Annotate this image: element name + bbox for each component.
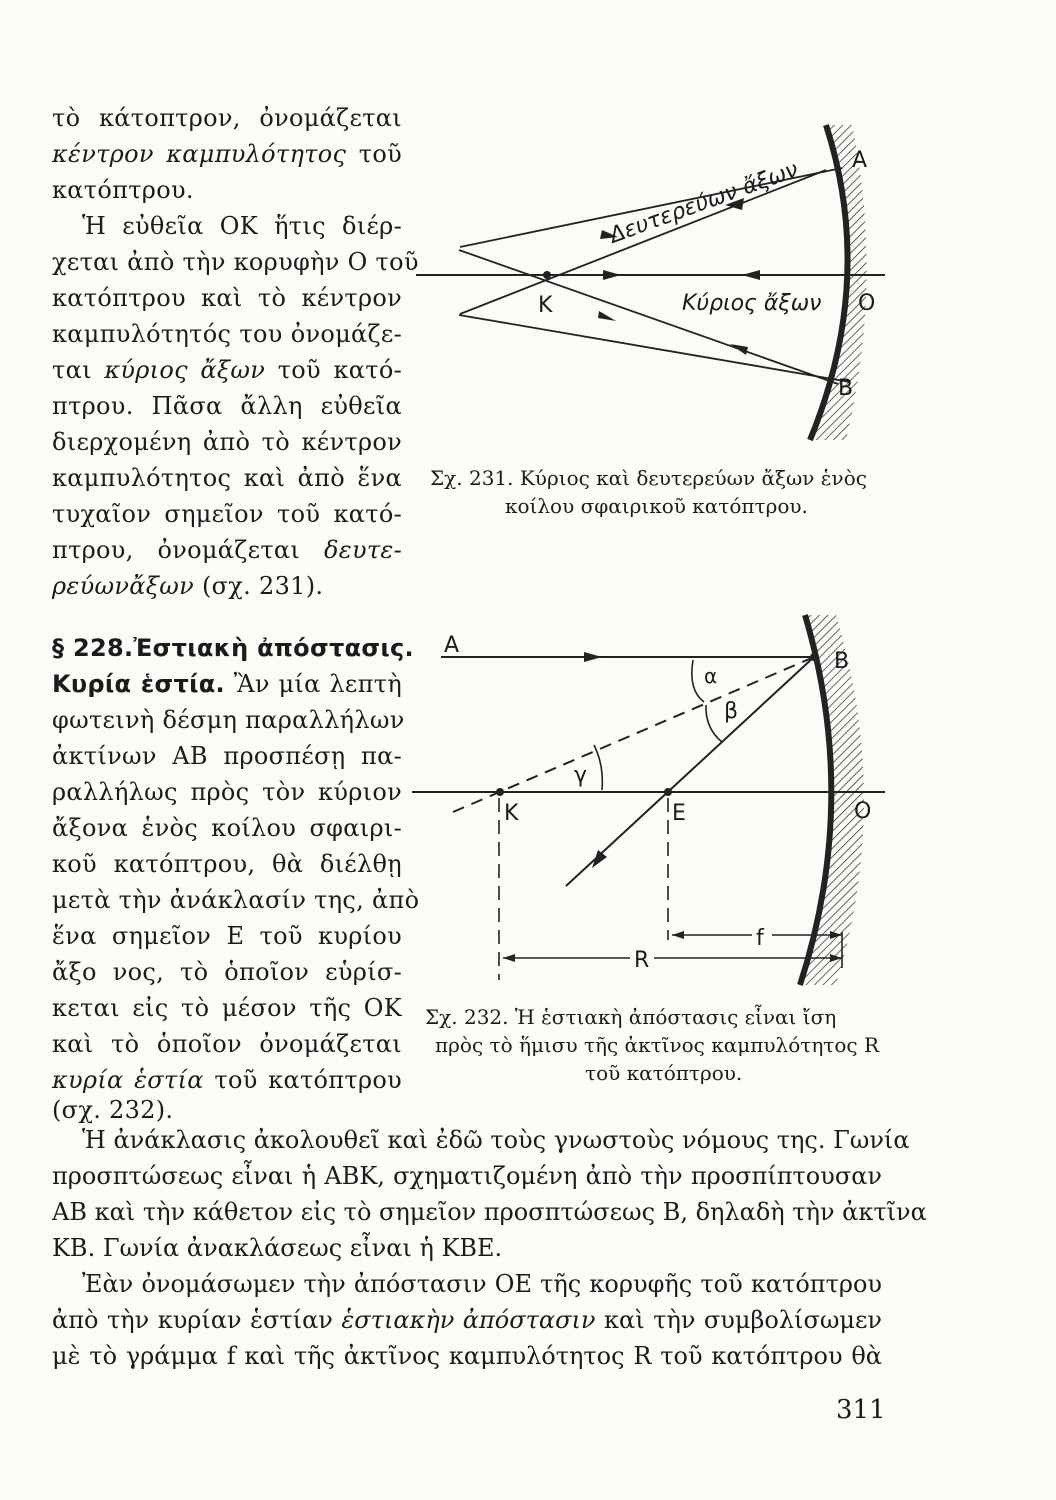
label-secondary-axis: Δευτερεύων ἄξων — [606, 157, 802, 249]
arrow-icon — [584, 652, 602, 662]
text-line: τυχαῖον σημεῖον τοῦ κατό- — [52, 500, 402, 528]
text-line: κατόπτρου καὶ τὸ κέντρον — [52, 284, 402, 312]
text-line: τὸ κάτοπτρον, ὀνομάζεται — [52, 104, 402, 132]
label-E: E — [672, 801, 686, 826]
text-line: Ἐὰν ὀνομάσωμεν τὴν ἀπόστασιν ΟΕ τῆς κορυφῆς τοῦ κατόπτρου — [82, 1270, 882, 1298]
point-E — [664, 788, 672, 796]
text-line: μετὰ τὴν ἀνάκλασίν της, ἀπὸ — [52, 886, 420, 914]
label-B: B — [834, 649, 850, 674]
radius-KB — [453, 657, 814, 812]
text-line: πτρου, ὀνομάζεται δευτε- — [52, 536, 402, 564]
secondary-ray — [459, 250, 838, 384]
label-K: K — [538, 293, 553, 318]
text-line: ἄξο νος, τὸ ὁποῖον εὑρίσ- — [52, 958, 402, 986]
text-line: Ἡ εὐθεῖα ΟΚ ἥτις διέρ- — [82, 212, 402, 240]
label-R: R — [634, 948, 650, 973]
angle-beta: β — [724, 699, 739, 724]
text-line: Κυρία ἑστία. Ἂν μία λεπτὴ — [52, 670, 402, 698]
text-line: κέντρον καμπυλότητος τοῦ — [52, 140, 402, 168]
text-line: προσπτώσεως εἶναι ἡ ΑΒΚ, σχηματιζομένη ἀπὸ τὴν προσπίπτουσαν — [52, 1162, 882, 1190]
label-A: A — [852, 148, 868, 173]
center-point — [543, 271, 551, 279]
text-line: καμπυλότητός του ὀνομάζε- — [52, 320, 402, 348]
figure-caption: Σχ. 232. Ἡ ἑστιακὴ ἀπόστασις εἶναι ἴση — [425, 1005, 837, 1029]
point-K — [496, 788, 504, 796]
text-line: διερχομένη ἀπὸ τὸ κέντρον — [52, 428, 402, 456]
text-line: κοῦ κατόπτρου, θὰ διέλθῃ — [52, 850, 402, 878]
text-line: πτρου. Πᾶσα ἄλλη εὐθεῖα — [52, 392, 402, 420]
text-line: ἀπὸ τὴν κυρίαν ἑστίαν ἑστιακὴν ἀπόστασιν καὶ τὴν συμβολίσωμεν — [52, 1306, 883, 1334]
label-A: A — [444, 633, 460, 658]
arrow-icon — [742, 270, 760, 280]
text-line: ἄξονα ἑνὸς κοίλου σφαιρι- — [52, 814, 402, 842]
angle-arc — [692, 660, 704, 702]
figure-caption: κοίλου σφαιρικοῦ κατόπτρου. — [505, 494, 808, 518]
figure-caption: τοῦ κατόπτρου. — [585, 1061, 743, 1085]
section-heading: § 228.Ἐστιακὴ ἀπόστασις. — [52, 634, 414, 662]
point-B — [810, 653, 818, 661]
text-line: ται κύριος ἄξων τοῦ κατό- — [52, 356, 402, 384]
text-line: (σχ. 232). — [52, 1096, 174, 1124]
text-line: χεται ἀπὸ τὴν κορυφὴν Ο τοῦ — [52, 248, 419, 276]
text-line: κυρία ἑστία τοῦ κατόπτρου — [52, 1066, 402, 1094]
angle-gamma: γ — [574, 763, 588, 788]
page-number: 311 — [836, 1395, 886, 1425]
text-line: φωτεινὴ δέσμη παραλλήλων — [52, 706, 405, 734]
text-line: ΚΒ. Γωνία ἀνακλάσεως εἶναι ἡ ΚΒΕ. — [52, 1234, 503, 1262]
text-line: μὲ τὸ γράμμα f καὶ τῆς ἀκτῖνος καμπυλότητος R τοῦ κατόπτρου θὰ — [52, 1342, 882, 1370]
angle-alpha: α — [704, 664, 718, 688]
figure-caption: Σχ. 231. Κύριος καὶ δευτερεύων ἄξων ἑνὸς — [430, 466, 867, 490]
text-line: ραλλήλως πρὸς τὸν κύριον — [52, 778, 402, 806]
text-line: ΑΒ καὶ τὴν κάθετον εἰς τὸ σημεῖον προσπτώσεως Β, δηλαδὴ τὴν ἀκτῖνα — [52, 1198, 927, 1226]
text-line: καμπυλότητος καὶ ἀπὸ ἕνα — [52, 464, 402, 492]
label-O: O — [854, 799, 872, 824]
figure-caption: πρὸς τὸ ἥμισυ τῆς ἀκτῖνος καμπυλότητος R — [435, 1033, 880, 1057]
text-line: καὶ τὸ ὁποῖον ὀνομάζεται — [52, 1030, 402, 1058]
angle-arc — [706, 705, 722, 742]
arrow-icon — [672, 931, 684, 939]
arrow-icon — [603, 270, 621, 280]
reflected-ray — [566, 657, 814, 886]
text-line: ἀκτίνων ΑΒ προσπέσῃ πα- — [52, 742, 402, 770]
label-K: K — [504, 801, 519, 826]
text-line: ρεύωνἄξων (σχ. 231). — [52, 572, 324, 600]
angle-arc — [594, 745, 602, 790]
label-B: B — [838, 376, 854, 401]
label-f: f — [756, 926, 764, 951]
text-line: Ἡ ἀνάκλασις ἀκολουθεῖ καὶ ἐδῶ τοὺς γνωστοὺς νόμους της. Γωνία — [82, 1126, 910, 1154]
secondary-axis-lower — [459, 315, 850, 382]
text-line: ἕνα σημεῖον Ε τοῦ κυρίου — [52, 922, 402, 950]
label-O: O — [858, 291, 876, 316]
arrow-icon — [598, 311, 616, 321]
label-principal-axis: Κύριος ἄξων — [682, 291, 822, 316]
figure-231 — [0, 0, 1056, 500]
text-line: κατόπτρου. — [52, 176, 194, 204]
text-line: κεται εἰς τὸ μέσον τῆς ΟΚ — [52, 994, 402, 1022]
arrow-icon — [503, 954, 515, 962]
arrow-icon — [730, 344, 748, 355]
